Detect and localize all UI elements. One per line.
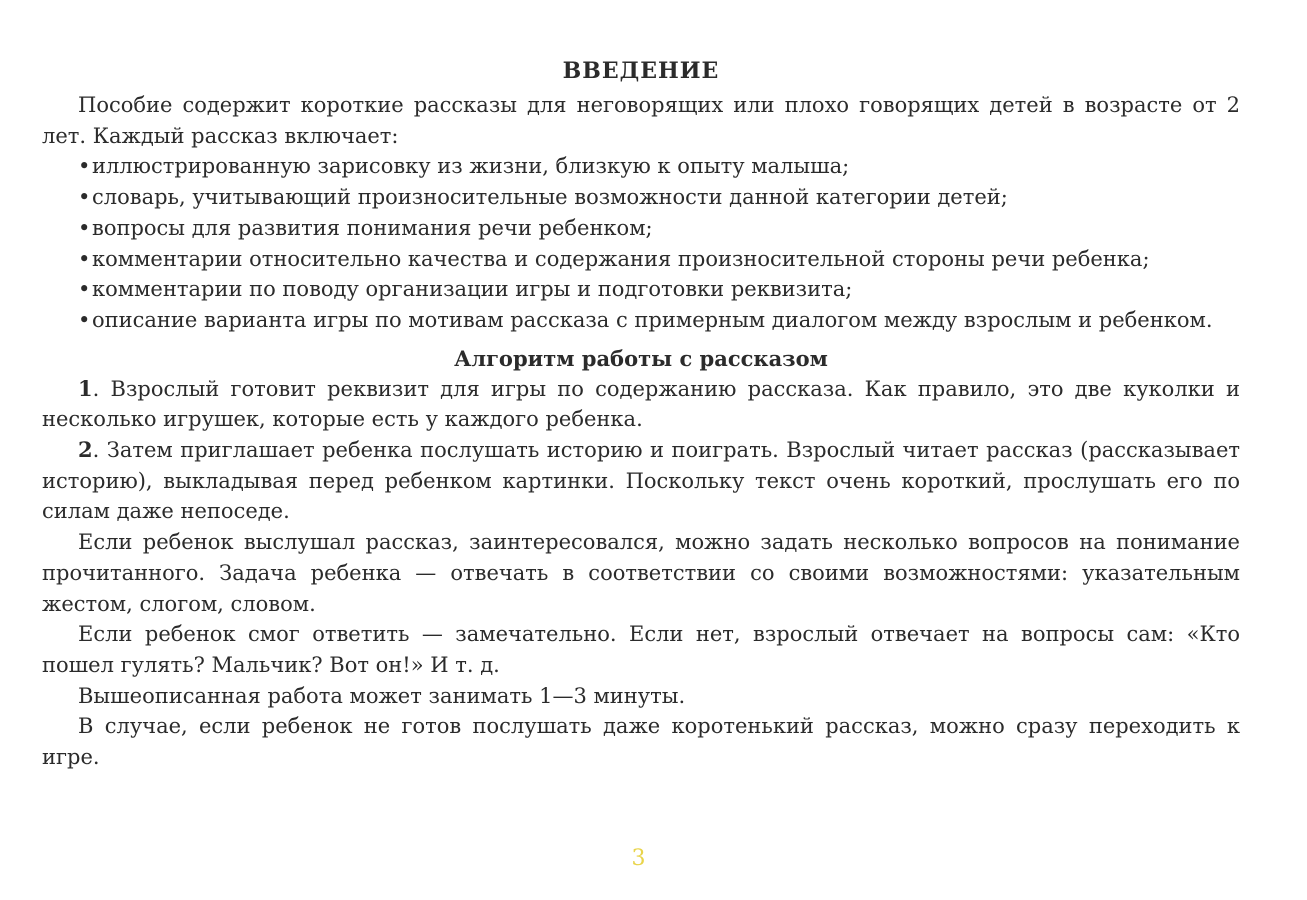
section-subtitle: Алгоритм работы с рассказом	[454, 345, 828, 371]
step-text: . Затем приглашает ребенка послушать историю и поиграть. Взрослый читает рассказ (рассказывает историю), выкладывая перед ребенком картинки. Поскольку текст очень короткий, прослушать его по силам даже непоседе.	[42, 438, 1240, 524]
document-page	[42, 56, 1240, 773]
page-heading: ВВЕДЕНИЕ	[562, 58, 720, 84]
list-item-text: вопросы для развития понимания речи ребенком;	[92, 215, 653, 240]
step-text: . Взрослый готовит реквизит для игры по содержанию рассказа. Как правило, это две куколки и несколько игрушек, которые есть у каждого ребенка.	[42, 376, 1240, 432]
list-item	[42, 305, 1240, 336]
answer-paragraph: Если ребенок смог ответить — замечательно. Если нет, взрослый отвечает на вопросы сам: «Кто пошел гулять? Мальчик? Вот он!» И т. д.	[42, 622, 1240, 677]
duration-paragraph: Вышеописанная работа может занимать 1—3 минуты.	[78, 683, 686, 708]
list-item	[42, 213, 1240, 244]
step-number: 1	[78, 375, 93, 401]
list-item	[42, 151, 1240, 182]
skip-to-game-paragraph: В случае, если ребенок не готов послушать даже коротенький рассказ, можно сразу переходить к игре.	[42, 714, 1240, 770]
comprehension-paragraph: Если ребенок выслушал рассказ, заинтересовался, можно задать несколько вопросов на понимание прочитанного. Задача ребенка — отвечать в соответствии со своими возможностями: указательным жестом, слогом, словом.	[42, 530, 1240, 616]
contents-list	[42, 151, 1240, 335]
list-item	[42, 274, 1240, 305]
bullet-icon: •	[78, 215, 91, 240]
list-item	[42, 182, 1240, 213]
list-item-text: словарь, учитывающий произносительные возможности данной категории детей;	[92, 185, 1008, 210]
bullet-icon: •	[78, 154, 91, 179]
page-number: 3	[631, 846, 646, 871]
list-item-text: описание варианта игры по мотивам рассказа с примерным диалогом между взрослым и ребенком.	[92, 307, 1213, 332]
list-item-text: иллюстрированную зарисовку из жизни, близкую к опыту малыша;	[92, 154, 850, 179]
step-1-paragraph	[42, 374, 1240, 435]
step-number: 2	[78, 437, 93, 463]
intro-paragraph: Пособие содержит короткие рассказы для неговорящих или плохо говорящих детей в возрасте от 2 лет. Каждый рассказ включает:	[42, 93, 1240, 148]
list-item-text: комментарии относительно качества и содержания произносительной стороны речи ребенка;	[92, 246, 1150, 271]
list-item	[42, 244, 1240, 275]
bullet-icon: •	[78, 246, 91, 271]
list-item-text: комментарии по поводу организации игры и подготовки реквизита;	[92, 277, 853, 302]
bullet-icon: •	[78, 277, 91, 302]
step-2-paragraph	[42, 435, 1240, 527]
bullet-icon: •	[78, 185, 91, 210]
bullet-icon: •	[78, 307, 91, 332]
